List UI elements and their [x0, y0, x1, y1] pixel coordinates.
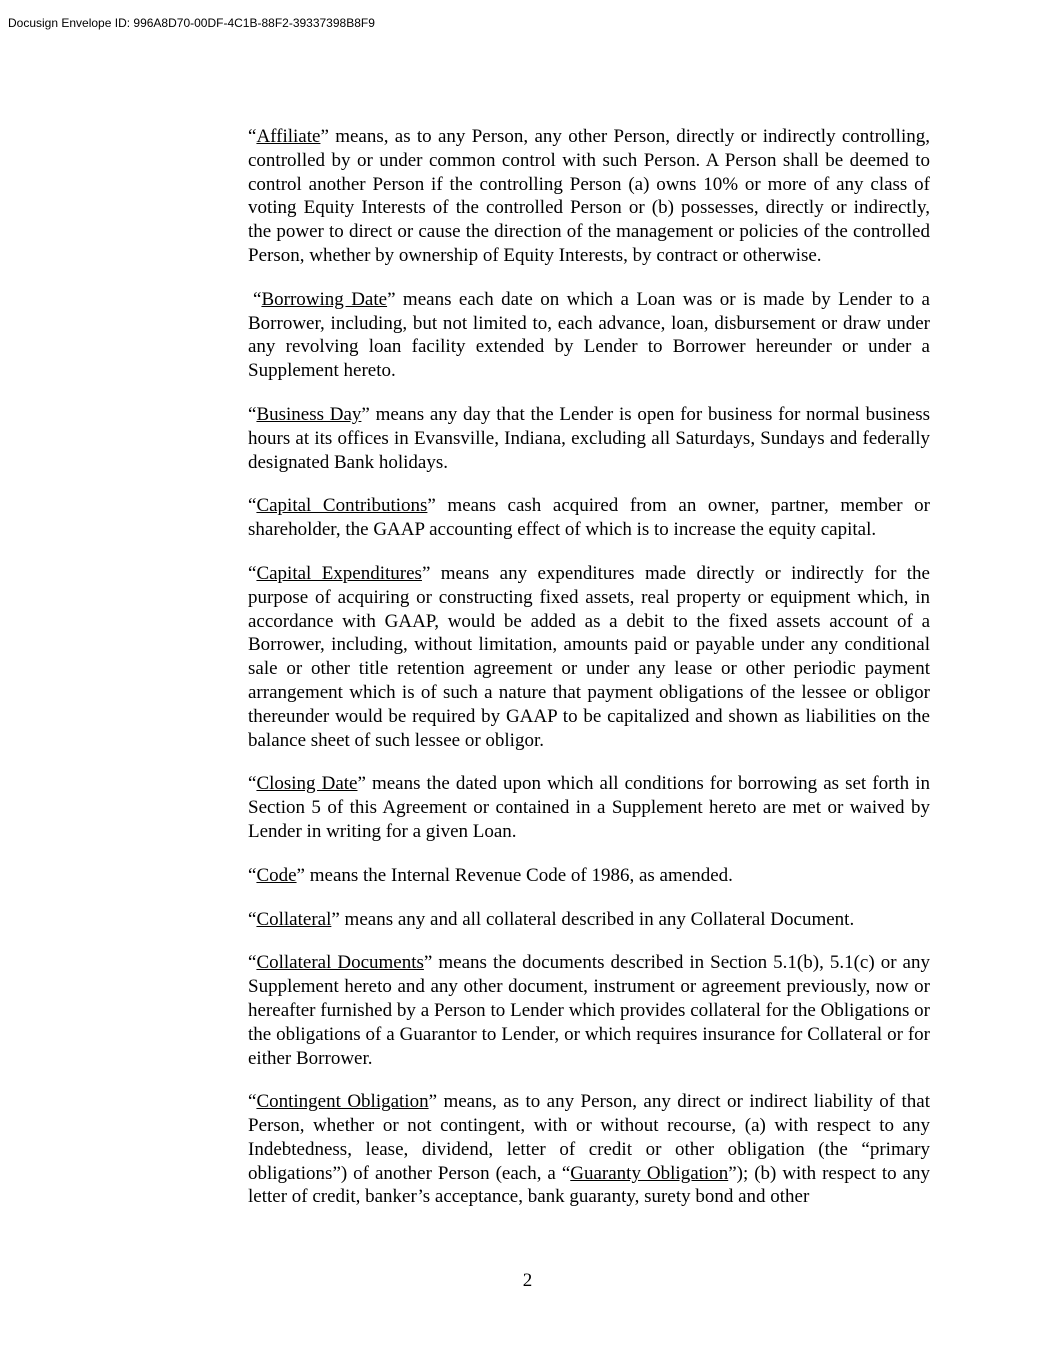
defined-term: Business Day: [256, 403, 362, 425]
envelope-id: Docusign Envelope ID: 996A8D70-00DF-4C1B-88F2-39337398B8F9: [8, 16, 375, 30]
definition-collateral: “Collateral” means any and all collateral described in any Collateral Document.: [248, 908, 855, 930]
definition-text: means, as to any Person, any direct or indirect liability of that Person, whether or not contingent, with or without recourse, (a) with respect to any Indebtedness, lease, dividend, letter of credit or other obligation (the “primary obligations”) of another Person (each, a “: [248, 1091, 931, 1184]
defined-term: Collateral: [256, 908, 332, 930]
defined-term: Capital Contributions: [256, 495, 428, 517]
definition-text: means the documents described in Section 5.1(b), 5.1(c) or any Supplement hereto and any other document, instrument or agreement previously, now or hereafter furnished by a Person to Lender which provides collateral for the Obligations or the obligations of a Guarantor to Lender, or which requires insurance for Collateral or for either Borrower.: [248, 952, 930, 1069]
definition-code: “Code” means the Internal Revenue Code of 1986, as amended.: [248, 864, 733, 886]
definition-text: means any and all collateral described in any Collateral Document.: [339, 908, 855, 930]
definition-business-day: “Business Day” means any day that the Lender is open for business for normal business hours at its offices in Evansville, Indiana, excluding all Saturdays, Sundays and federally designated Bank holidays.: [248, 403, 930, 473]
defined-term: Code: [256, 864, 297, 886]
defined-term: Closing Date: [256, 773, 358, 795]
definitions-body: [248, 125, 930, 1229]
definition-text: means any expenditures made directly or indirectly for the purpose of acquiring or constructing fixed assets, real property or equipment which, in accordance with GAAP, would be added as a debit to the fixed assets account of a Borrower, including, without limitation, amounts paid or payable under any conditional sale or other title retention agreement or under any lease or other periodic payment arrangement which is of such a nature that payment obligations of the lessee or obligor thereunder would be required by GAAP to be capitalized and shown as liabilities on the balance sheet of such lessee or obligor.: [248, 562, 930, 751]
definition-collateral-documents: “Collateral Documents” means the documents described in Section 5.1(b), 5.1(c) or any Supplement hereto and any other document, instrument or agreement previously, now or hereafter furnished by a Person to Lender which provides collateral for the Obligations or the obligations of a Guarantor to Lender, or which requires insurance for Collateral or for either Borrower.: [248, 952, 930, 1069]
definition-text: means each date on which a Loan was or is made by Lender to a Borrower, including, but not limited to, each advance, loan, disbursement or draw under any revolving loan facility extended by Lender to Borrower hereunder or under a Supplement hereto.: [248, 288, 930, 382]
definition-text: means cash acquired from an owner, partner, member or shareholder, the GAAP accounting effect of which is to increase the equity capital.: [248, 495, 930, 541]
page-number: 2: [522, 1270, 533, 1291]
definition-text: means the Internal Revenue Code of 1986, as amended.: [304, 864, 733, 886]
defined-term: Collateral Documents: [256, 952, 424, 974]
definition-text: means, as to any Person, any other Person, directly or indirectly controlling, controlled by or under common control with such Person. A Person shall be deemed to control another Person if the controlling Person (a) owns 10% or more of any class of voting Equity Interests of the controlled Person or (b) possesses, directly or indirectly, the power to direct or cause the direction of the management or policies of the controlled Person, whether by ownership of Equity Interests, by contract or otherwise.: [248, 126, 930, 266]
defined-term: Contingent Obligation: [256, 1091, 429, 1113]
definition-contingent-obligation: “Contingent Obligation” means, as to any Person, any direct or indirect liability of that Person, whether or not contingent, with or without recourse, (a) with respect to any Indebtedness, lease, dividend, letter of credit or other obligation (the “primary obligations”) of another Person (each, a “Guaranty Obligation”); (b) with respect to any letter of credit, banker’s acceptance, bank guaranty, surety bond and other: [248, 1091, 931, 1208]
definition-borrowing-date: “Borrowing Date” means each date on which a Loan was or is made by Lender to a Borrower, including, but not limited to, each advance, loan, disbursement or draw under any revolving loan facility extended by Lender to Borrower hereunder or under a Supplement hereto.: [248, 288, 930, 382]
defined-subterm: Guaranty Obligation: [570, 1162, 729, 1184]
definition-capital-expenditures: “Capital Expenditures” means any expenditures made directly or indirectly for the purpose of acquiring or constructing fixed assets, real property or equipment which, in accordance with GAAP, would be added as a debit to the fixed assets account of a Borrower, including, without limitation, amounts paid or payable under any conditional sale or other title retention agreement or under any lease or other periodic payment arrangement which is of such a nature that payment obligations of the lessee or obligor thereunder would be required by GAAP to be capitalized and shown as liabilities on the balance sheet of such lessee or obligor.: [248, 562, 930, 751]
defined-term: Affiliate: [256, 126, 321, 147]
definition-capital-contributions: “Capital Contributions” means cash acquired from an owner, partner, member or shareholder, the GAAP accounting effect of which is to increase the equity capital.: [248, 495, 930, 541]
definition-text: means the dated upon which all conditions for borrowing as set forth in Section 5 of this Agreement or contained in a Supplement hereto are met or waived by Lender in writing for a given Loan.: [248, 773, 930, 842]
defined-term: Borrowing Date: [261, 288, 388, 310]
definition-text-continued: ”); (b) with respect to any letter of credit, banker’s acceptance, bank guaranty, surety bond and other: [248, 1162, 931, 1208]
defined-term: Capital Expenditures: [256, 562, 422, 584]
definition-affiliate: “Affiliate” means, as to any Person, any other Person, directly or indirectly controlling, controlled by or under common control with such Person. A Person shall be deemed to control another Person if the controlling Person (a) owns 10% or more of any class of voting Equity Interests of the controlled Person or (b) possesses, directly or indirectly, the power to direct or cause the direction of the management or policies of the controlled Person, whether by ownership of Equity Interests, by contract or otherwise.: [248, 126, 930, 266]
definition-text: means any day that the Lender is open for business for normal business hours at its offices in Evansville, Indiana, excluding all Saturdays, Sundays and federally designated Bank holidays.: [248, 403, 930, 473]
definition-closing-date: “Closing Date” means the dated upon which all conditions for borrowing as set forth in Section 5 of this Agreement or contained in a Supplement hereto are met or waived by Lender in writing for a given Loan.: [248, 773, 930, 842]
